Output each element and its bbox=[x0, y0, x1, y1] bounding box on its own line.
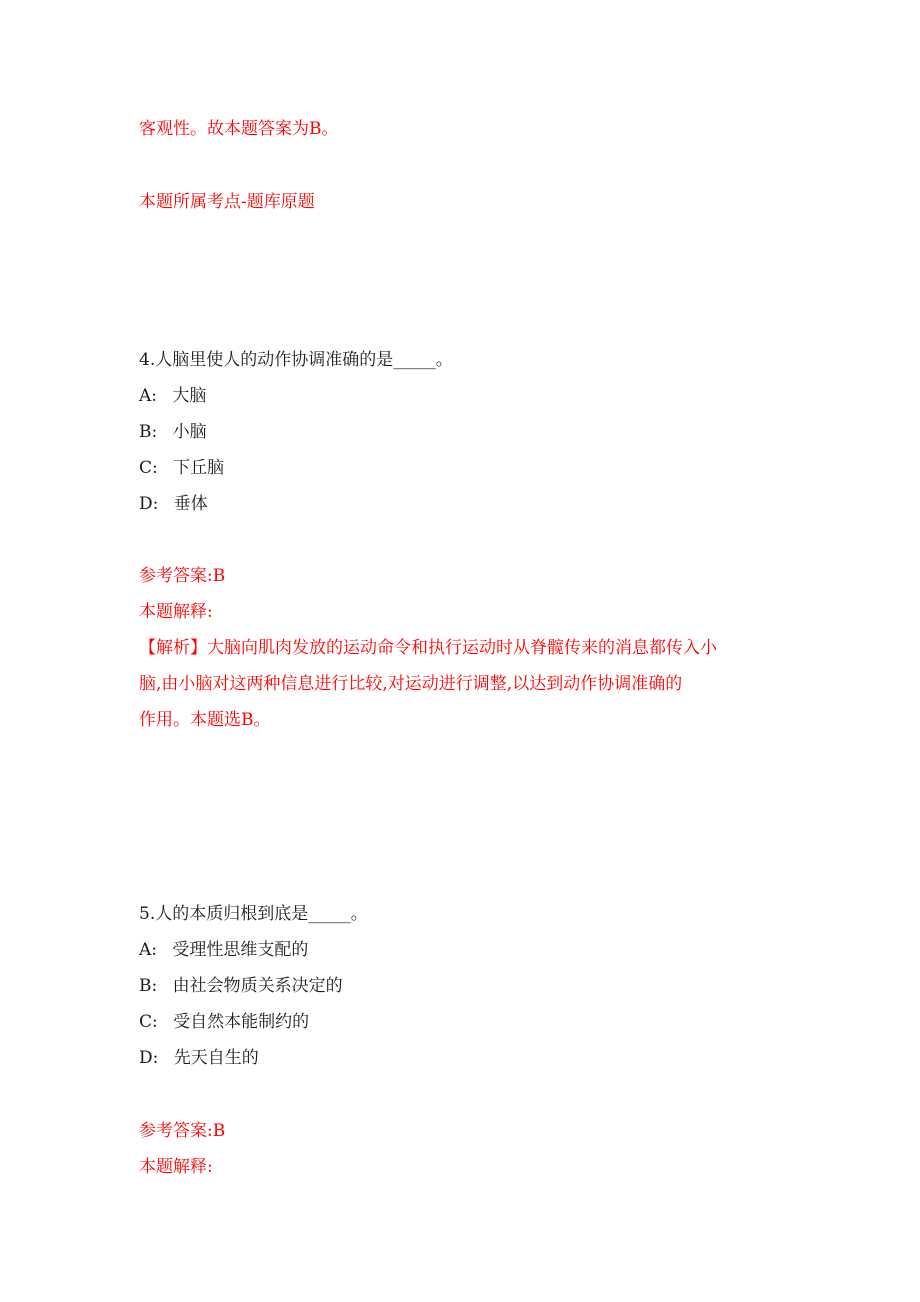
option-letter: A: bbox=[139, 386, 158, 406]
option-text: 垂体 bbox=[173, 494, 208, 514]
q4-answer: 参考答案:B bbox=[139, 566, 226, 586]
option-text: 由社会物质关系决定的 bbox=[172, 976, 343, 996]
q5-option-d bbox=[139, 1047, 259, 1069]
option-text: 下丘脑 bbox=[173, 458, 225, 478]
q5-answer: 参考答案:B bbox=[139, 1121, 226, 1141]
q4-explanation-line-3: 作用。本题选B。 bbox=[139, 710, 271, 730]
option-text: 大脑 bbox=[172, 386, 207, 406]
q4-explanation-line-2: 脑,由小脑对这两种信息进行比较,对运动进行调整,以达到动作协调准确的 bbox=[139, 674, 683, 694]
q5-option-c bbox=[139, 1011, 309, 1033]
prev-explanation-tail: 客观性。故本题答案为B。 bbox=[139, 119, 339, 139]
option-text: 先天自生的 bbox=[173, 1048, 259, 1068]
option-letter: C: bbox=[139, 458, 158, 478]
prev-knowledge-point: 本题所属考点-题库原题 bbox=[139, 192, 315, 212]
option-letter: D: bbox=[139, 494, 159, 514]
option-letter: B: bbox=[139, 422, 158, 442]
q4-option-c bbox=[139, 457, 224, 479]
q5-explanation-label: 本题解释: bbox=[139, 1157, 213, 1177]
option-letter: D: bbox=[139, 1048, 159, 1068]
q5-option-a bbox=[139, 939, 308, 961]
option-text: 受理性思维支配的 bbox=[172, 940, 309, 960]
option-letter: C: bbox=[139, 1012, 158, 1032]
q5-option-b bbox=[139, 975, 343, 997]
q4-stem: 4.人脑里使人的动作协调准确的是_____。 bbox=[139, 350, 453, 370]
q4-explanation-label: 本题解释: bbox=[139, 602, 213, 622]
option-letter: A: bbox=[139, 940, 158, 960]
q4-option-a bbox=[139, 385, 206, 407]
q4-option-b bbox=[139, 421, 207, 443]
option-letter: B: bbox=[139, 976, 158, 996]
q4-explanation-line-1: 【解析】大脑向肌肉发放的运动命令和执行运动时从脊髋传来的消息都传入小 bbox=[139, 638, 717, 658]
q5-stem: 5.人的本质归根到底是_____。 bbox=[139, 904, 368, 924]
option-text: 小脑 bbox=[172, 422, 207, 442]
option-text: 受自然本能制约的 bbox=[173, 1012, 310, 1032]
q4-option-d bbox=[139, 493, 208, 515]
